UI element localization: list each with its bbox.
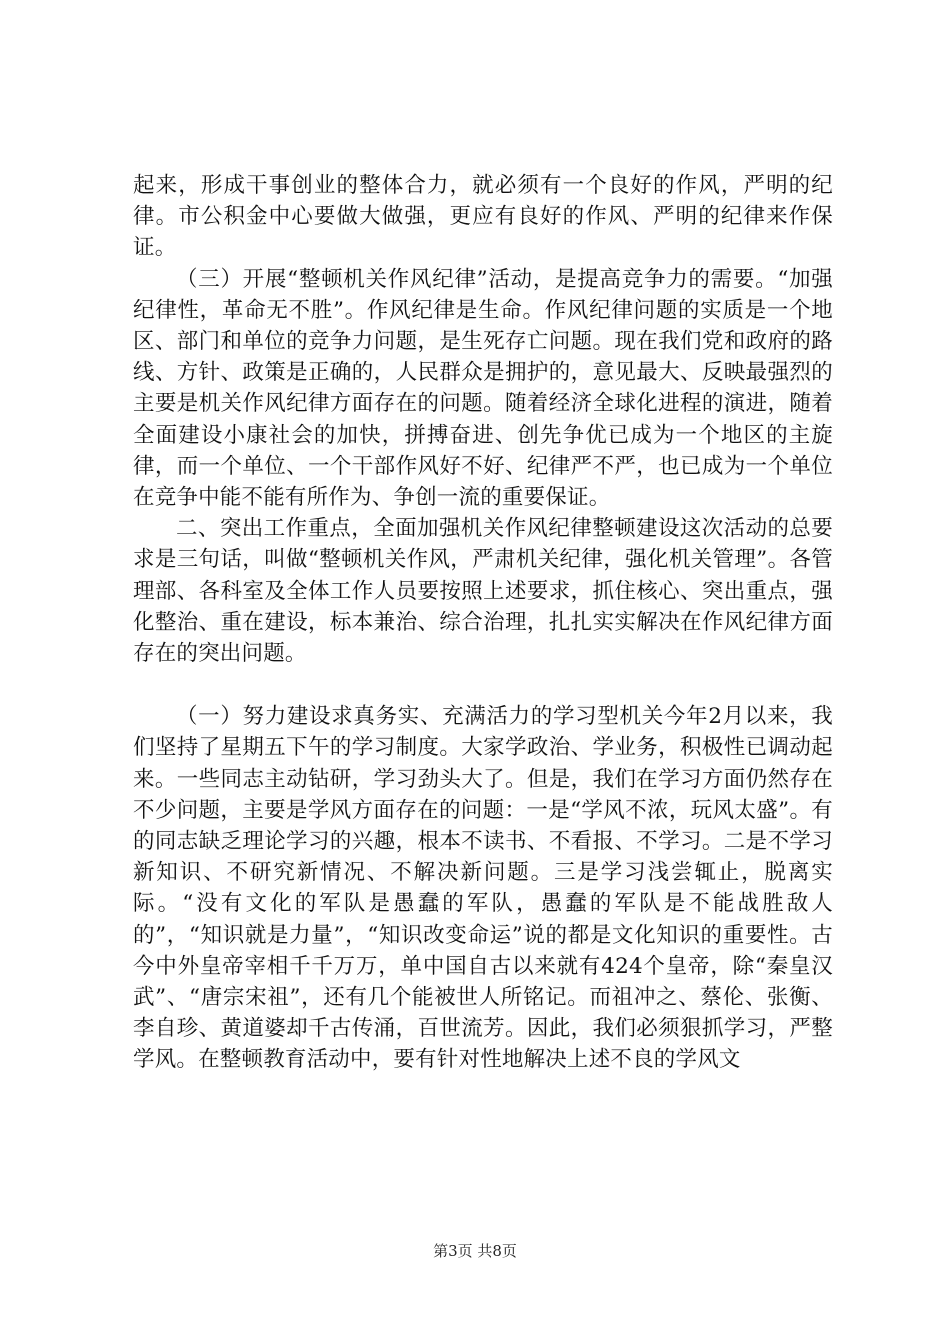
paragraph-section-three: （三）开展“整顿机关作风纪律”活动，是提高竞争力的需要。“加强纪律性，革命无不胜”。作风纪律是生命。作风纪律问题的实质是一个地区、部门和单位的竞争力问题，是生死存亡问题。现在我们党和政府的路线、方针、政策是正确的，人民群众是拥护的，意见最大、反映最强烈的主要是机关作风纪律方面存在的问题。随着经济全球化进程的演进，随着全面建设小康社会的加快，拼搏奋进、创先争优已成为一个地区的主旋律，而一个单位、一个干部作风好不好、纪律严不严，也已成为一个单位在竞争中能不能有所作为、争创一流的重要保证。 [133,266,833,511]
paragraph-gap [133,669,833,701]
page-number-footer: 第3页 共8页 [433,1242,517,1260]
document-body [133,170,833,1076]
paragraph-subsection-one: （一）努力建设求真务实、充满活力的学习型机关今年2月以来，我们坚持了星期五下午的学习制度。大家学政治、学业务，积极性已调动起来。一些同志主动钻研，学习劲头大了。但是，我们在学习方面仍然存在不少问题，主要是学风方面存在的问题：一是“学风不浓，玩风太盛”。有的同志缺乏理论学习的兴趣，根本不读书、不看报、不学习。二是不学习新知识、不研究新情况、不解决新问题。三是学习浅尝辄止，脱离实际。“没有文化的军队是愚蠢的军队，愚蠢的军队是不能战胜敌人的”，“知识就是力量”，“知识改变命运”说的都是文化知识的重要性。古今中外皇帝宰相千千万万，单中国自古以来就有424个皇帝，除“秦皇汉武”、“唐宗宋祖”，还有几个能被世人所铭记。而祖冲之、蔡伦、张衡、李自珍、黄道婆却千古传涌，百世流芳。因此，我们必须狠抓学习，严整学风。在整顿教育活动中，要有针对性地解决上述不良的学风文 [133,704,833,1073]
paragraph-section-two-heading: 二、突出工作重点，全面加强机关作风纪律整顿建设这次活动的总要求是三句话，叫做“整顿机关作风，严肃机关纪律，强化机关管理”。各管理部、各科室及全体工作人员要按照上述要求，抓住核心、突出重点，强化整治、重在建设，标本兼治、综合治理，扎扎实实解决在作风纪律方面存在的突出问题。 [133,516,833,667]
paragraph-continuation: 起来，形成干事创业的整体合力，就必须有一个良好的作风，严明的纪律。市公积金中心要做大做强，更应有良好的作风、严明的纪律来作保证。 [133,173,833,261]
